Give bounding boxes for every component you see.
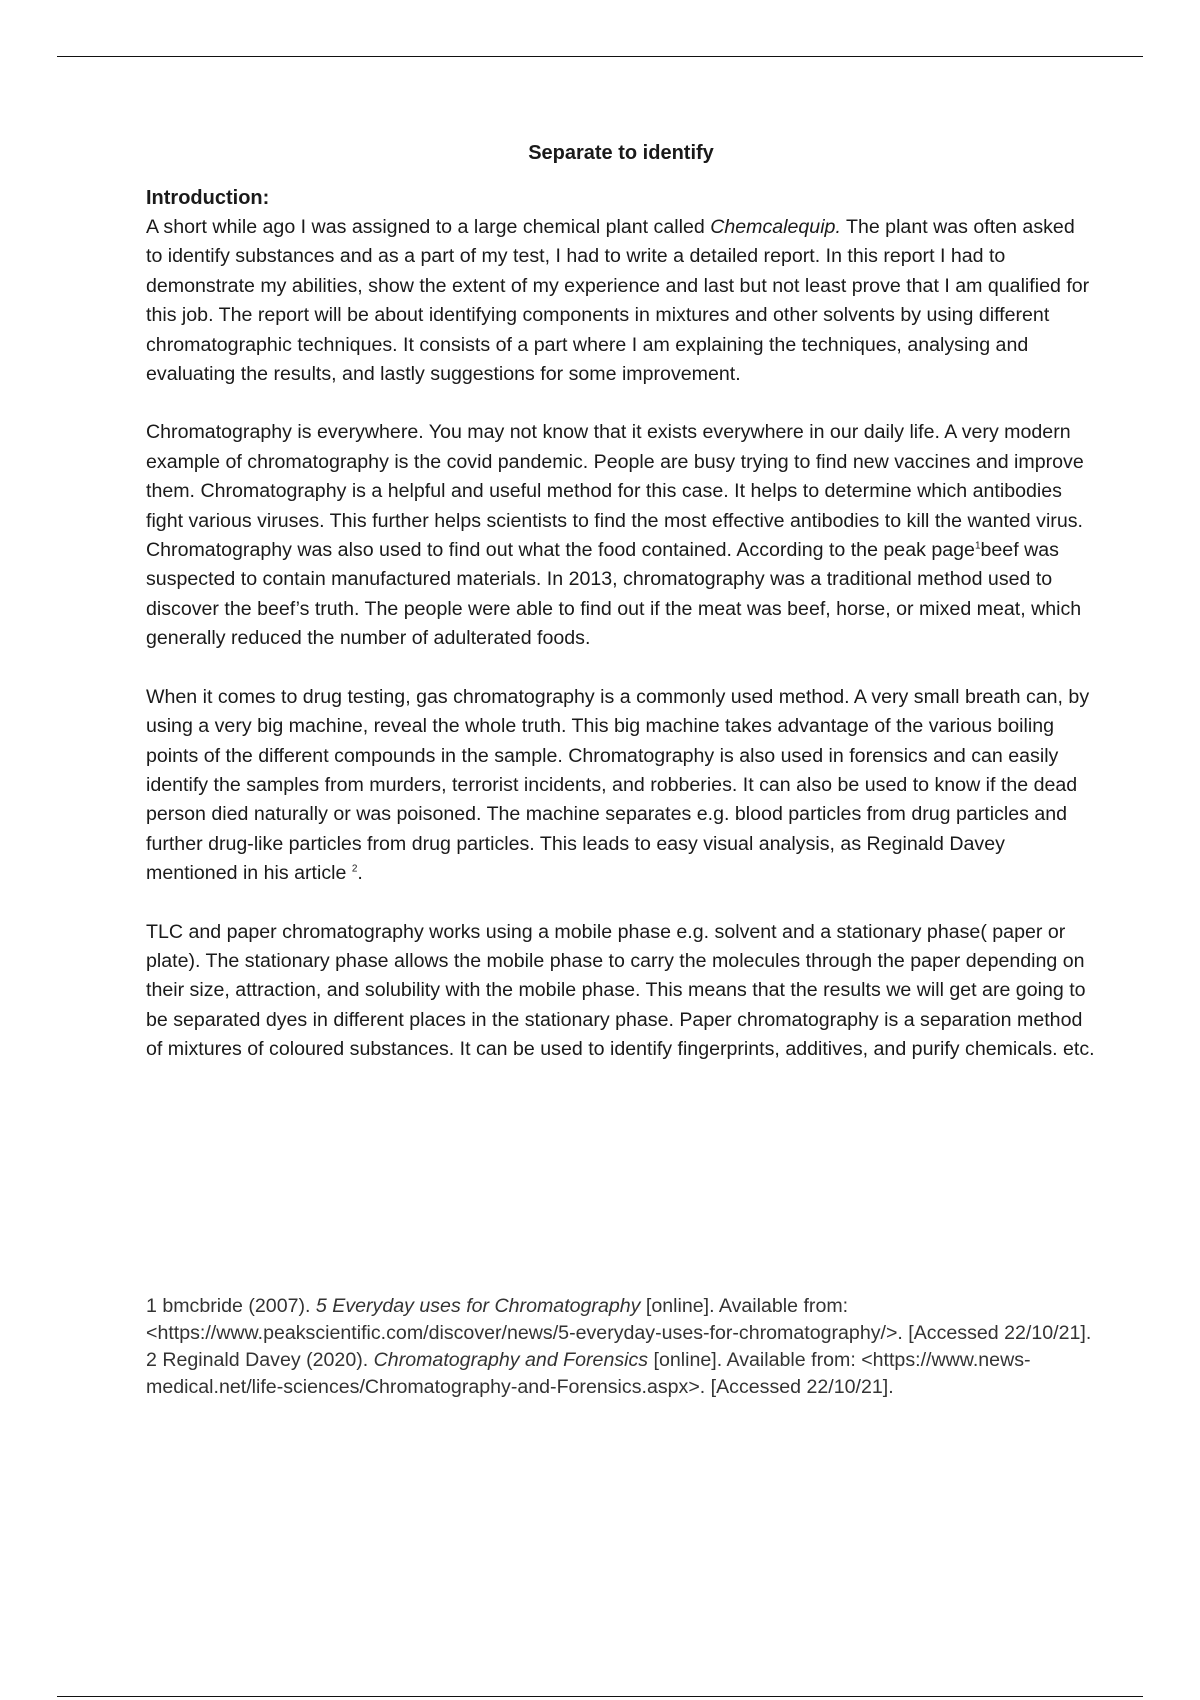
footnote-2-tail: [online]. Available from: <https://www.news-medical.net/life-sciences/Chromatography-and-Forensics.aspx>. [Accessed 22/10/21]. bbox=[146, 1349, 1031, 1398]
tlc-paragraph: TLC and paper chromatography works using a mobile phase e.g. solvent and a stationary phase( paper or plate). The stationary phase allows the mobile phase to carry the molecules through the paper depending on their size, attraction, and solubility with the mobile phase. This means that the results we will get are going to be separated dyes in different places in the stationary phase. Paper chromatography is a separation method of mixtures of coloured substances. It can be used to identify fingerprints, additives, and purify chemicals. etc. bbox=[146, 920, 1095, 1061]
footnote-2-lead: 2 Reginald Davey (2020). bbox=[146, 1349, 374, 1371]
footnote-1-lead: 1 bmcbride (2007). bbox=[146, 1295, 316, 1317]
uses-text-end: beef was suspected to contain manufactured materials. In 2013, chromatography was a traditional method used to discover the beef’s truth. The people were able to find out if the meat was beef, horse, or mixed meat, which generally reduced the number of adulterated foods. bbox=[146, 539, 1082, 650]
uses-text-start: Chromatography is everywhere. You may not know that it exists everywhere in our daily life. A very modern example of chromatography is the covid pandemic. People are busy trying to find new vaccines and improve them. Chromatography is a helpful and useful method for this case. It helps to determine which antibodies fight various viruses. This further helps scientists to find the most effective antibodies to kill the wanted virus. Chromatography was also used to find out what the food contained. According to the peak page bbox=[146, 421, 1084, 562]
document-title: Separate to identify bbox=[528, 142, 714, 164]
document-body bbox=[146, 142, 1096, 1094]
drug-text-end: . bbox=[357, 862, 363, 885]
footnote-1-title: 5 Everyday uses for Chromatography bbox=[315, 1295, 641, 1317]
drug-text-start: When it comes to drug testing, gas chromatography is a commonly used method. A very small breath can, by using a very big machine, reveal the whole truth. This big machine takes advantage of the various boiling points of the different compounds in the sample. Chromatography is also used in forensics and can easily identify the samples from murders, terrorist incidents, and robberies. It can also be used to know if the dead person died naturally or was poisoned. The machine separates e.g. blood particles from drug particles and further drug-like particles from drug particles. This leads to easy visual analysis, as Reginald Davey mentioned in his article bbox=[146, 685, 1090, 885]
footnote-ref-2: 2 bbox=[351, 863, 358, 875]
header-rule bbox=[57, 56, 1143, 57]
intro-text-start: A short while ago I was assigned to a large chemical plant called bbox=[146, 216, 711, 238]
drug-testing-paragraph bbox=[146, 683, 1096, 889]
footnote-1 bbox=[146, 1293, 1096, 1347]
everyday-uses-paragraph bbox=[146, 418, 1096, 653]
footer-rule bbox=[57, 1696, 1143, 1697]
intro-paragraph bbox=[146, 213, 1096, 389]
footnote-1-tail: [online]. Available from: <https://www.peakscientific.com/discover/news/5-everyday-uses-for-chromatography/>. [Accessed 22/10/21]. bbox=[146, 1295, 1092, 1344]
intro-heading: Introduction: bbox=[146, 187, 270, 209]
footnote-2-title: Chromatography and Forensics bbox=[373, 1349, 649, 1371]
footnotes bbox=[146, 1293, 1096, 1401]
intro-text-end: The plant was often asked to identify substances and as a part of my test, I had to write a detailed report. In this report I had to demonstrate my abilities, show the extent of my experience and last but not least prove that I am qualified for this job. The report will be about identifying components in mixtures and other solvents by using different chromatographic techniques. It consists of a part where I am explaining the techniques, analysing and evaluating the results, and lastly suggestions for some improvement. bbox=[146, 216, 1090, 386]
footnote-2 bbox=[146, 1347, 1096, 1401]
footnote-ref-1: 1 bbox=[974, 540, 981, 552]
plant-name: Chemcalequip. bbox=[710, 216, 841, 238]
